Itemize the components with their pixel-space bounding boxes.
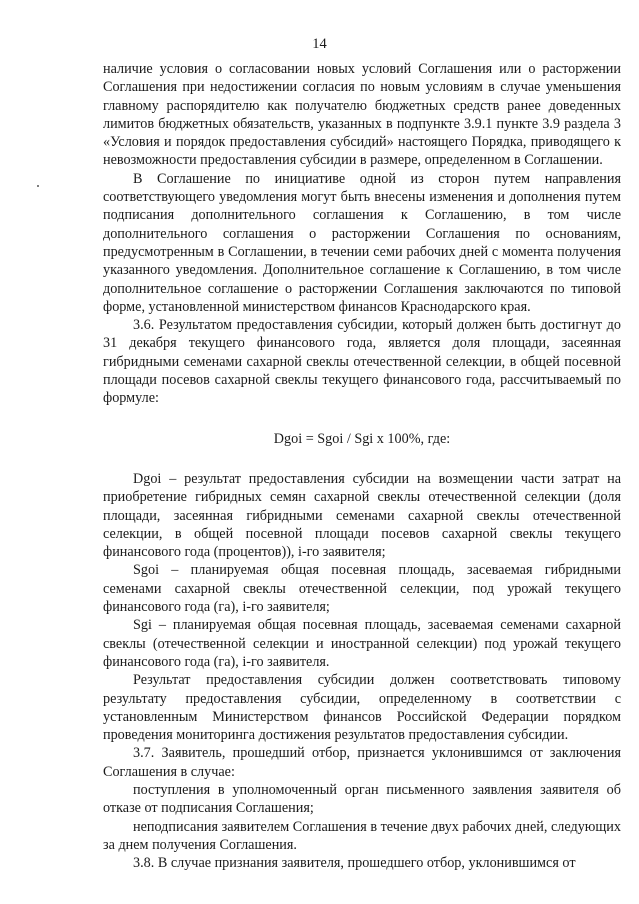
definition-sgoi: Sgoi – планируемая общая посевная площадь, засеваемая гибридными семенами сахарной свеклы отечественной селекции, под урожай текущего финансового года (га), i-го заявителя; xyxy=(103,562,621,616)
document-body xyxy=(103,60,621,872)
paragraph-agreement-changes: В Соглашение по инициативе одной из сторон путем направления соответствующего уведомления могут быть внесены изменения и дополнения путем подписания дополнительного соглашения к Соглашению, в том числе дополнительного соглашения о расторжении Соглашения по основаниям, предусмотренным в Соглашении, в течении семи рабочих дней с момента получения указанного уведомления. Дополнительное соглашение к Соглашению, в том числе дополнительное соглашение о расторжении Соглашения заключаются по типовой форме, установленной министерством финансов Краснодарского края. xyxy=(103,170,621,315)
formula: Dgoi = Sgoi / Sgi x 100%, где: xyxy=(273,430,451,447)
scan-speck xyxy=(37,185,39,187)
paragraph-3-6: 3.6. Результатом предоставления субсидии, который должен быть достигнут до 31 декабря текущего финансового года, является доля площади, засеянная гибридными семенами сахарной свеклы отечественной селекции, в общей посевной площади посевов сахарной свеклы текущего финансового года, рассчитываемый по формуле: xyxy=(103,317,621,407)
definition-dgoi: Dgoi – результат предоставления субсидии на возмещении части затрат на приобретение гибридных семян сахарной свеклы отечественной селекции (доля площади, засеянная гибридными семенами сахарной свеклы отечественной селекции, в общей посевной площади посевов сахарной свеклы текущего финансового года (процентов)), i-го заявителя; xyxy=(103,470,621,561)
paragraph-typical-result: Результат предоставления субсидии должен соответствовать типовому результату предоставления субсидии, определенному в соответствии с установленным Министерством финансов Российской Федерации порядком проведения мониторинга достижения результатов предоставления субсидии. xyxy=(103,672,621,744)
paragraph-3-8: 3.8. В случае признания заявителя, прошедшего отбор, уклонившимся от xyxy=(133,855,576,872)
paragraph-continuation: наличие условия о согласовании новых условий Соглашения или о расторжении Соглашения при недостижении согласия по новым условиям в случае уменьшения главному распорядителю как получателю бюджетных средств ранее доведенных лимитов бюджетных обязательств, указанных в подпункте 3.9.1 пункте 3.9 раздела 3 «Условия и порядок предоставления субсидий» настоящего Порядка, приводящего к невозможности предоставления субсидии в размере, определенном в Соглашении. xyxy=(103,61,621,169)
definition-sgi: Sgi – планируемая общая посевная площадь, засеваемая семенами сахарной свеклы (отечественной селекции и иностранной селекции) под урожай текущего финансового года (га), i-го заявителя. xyxy=(103,617,621,670)
paragraph-3-7: 3.7. Заявитель, прошедший отбор, признается уклонившимся от заключения Соглашения в случае: xyxy=(103,745,621,780)
list-item-non-signing: неподписания заявителем Соглашения в течение двух рабочих дней, следующих за днем получения Соглашения. xyxy=(103,818,621,853)
list-item-refusal: поступления в уполномоченный орган письменного заявления заявителя об отказе от подписания Соглашения; xyxy=(103,781,621,817)
page-number: 14 xyxy=(312,36,327,52)
